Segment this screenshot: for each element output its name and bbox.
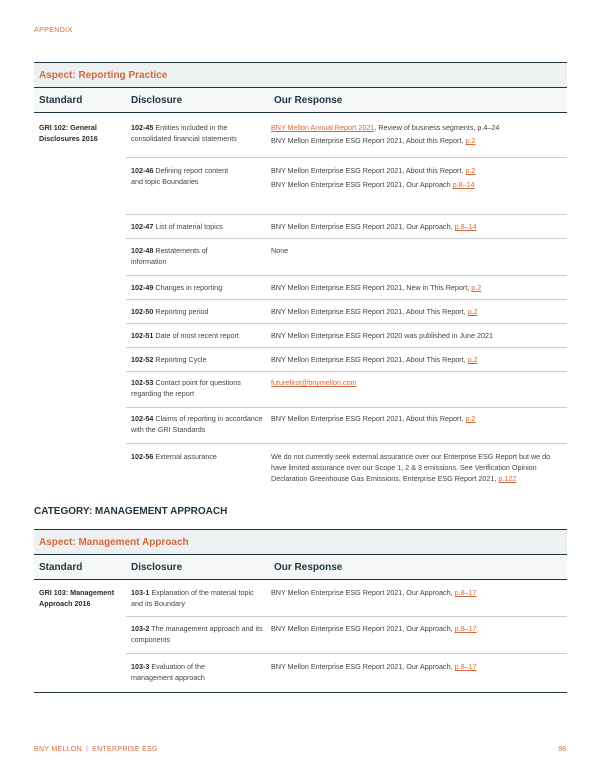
table-body: [34, 113, 567, 549]
management-approach-table: [34, 529, 567, 693]
col-response: Our Response: [274, 561, 343, 573]
page-number: 98: [558, 746, 566, 753]
page-link[interactable]: p.8–14: [454, 222, 477, 231]
category-heading: CATEGORY: MANAGEMENT APPROACH: [34, 506, 228, 517]
page-link[interactable]: p.8–14: [452, 180, 475, 189]
annual-report-link[interactable]: BNY Mellon Annual Report 2021: [271, 123, 375, 132]
table-row: 102-53 Contact point for questions regarding the report futurefirst@bnymellon.com: [126, 371, 567, 408]
standard-cell: GRI 103: Management Approach 2016: [39, 588, 115, 608]
page-link[interactable]: p.2: [467, 307, 478, 316]
page-link[interactable]: p.122: [498, 474, 517, 483]
col-standard: Standard: [39, 94, 83, 106]
table-row: 103-1 Explanation of the material topic and its Boundary BNY Mellon Enterprise ESG Report 2021, Our Approach, p.8–17: [126, 580, 567, 617]
column-header-row: [34, 87, 567, 113]
column-header-row: [34, 554, 567, 580]
col-response: Our Response: [274, 94, 343, 106]
table-row: 102-52 Reporting Cycle BNY Mellon Enterprise ESG Report 2021, About This Report, p.2: [126, 347, 567, 372]
table-body: [34, 580, 567, 693]
table-row: 103-2 The management approach and its components BNY Mellon Enterprise ESG Report 2021, Our Approach, p.8–17: [126, 616, 567, 654]
table-row: 102-51 Date of most recent report BNY Mellon Enterprise ESG Report 2020 was published in June 2021: [126, 323, 567, 348]
contact-email-link[interactable]: futurefirst@bnymellon.com: [271, 378, 357, 387]
reporting-practice-table: [34, 62, 567, 549]
page-link[interactable]: p.2: [467, 355, 478, 364]
table-row: 102-47 List of material topics BNY Mellon Enterprise ESG Report 2021, Our Approach, p.8–14: [126, 214, 567, 239]
appendix-label: APPENDIX: [34, 27, 73, 34]
aspect-title: Aspect: Management Approach: [34, 529, 567, 554]
page-link[interactable]: p.8–17: [454, 662, 477, 671]
table-row: 102-54 Claims of reporting in accordance with the GRI Standards BNY Mellon Enterprise ESG Report 2021, About this Report, p.2: [126, 407, 567, 444]
table-row: 103-3 Evaluation of the management approach BNY Mellon Enterprise ESG Report 2021, Our Approach, p.8–17: [131, 662, 477, 682]
table-row: 102-49 Changes in reporting BNY Mellon Enterprise ESG Report 2021, New in This Report, p.2: [126, 275, 567, 300]
page-link[interactable]: p.2: [465, 414, 476, 423]
standard-cell: GRI 102: General Disclosures 2016: [39, 123, 98, 143]
footer-brand: BNY MELLON | ENTERPRISE ESG: [34, 746, 158, 753]
col-standard: Standard: [39, 561, 83, 573]
page-link[interactable]: p.2: [471, 283, 482, 292]
aspect-title: Aspect: Reporting Practice: [34, 62, 567, 87]
page-link[interactable]: p.2: [465, 166, 476, 175]
page-link[interactable]: p.8–17: [454, 588, 477, 597]
col-disclosure: Disclosure: [131, 561, 183, 573]
table-row: 102-50 Reporting period BNY Mellon Enterprise ESG Report 2021, About This Report, p.2: [126, 299, 567, 324]
table-row: 102-48 Restatements of information None: [126, 238, 567, 276]
page-link[interactable]: p.8–17: [454, 624, 477, 633]
table-row: 102-45 Entities included in the consolidated financial statements BNY Mellon Annual Report 2021, Review of business segments, p.4–24 BNY Mellon Enterprise ESG Report 2021, About this Report, p.2: [126, 113, 567, 158]
col-disclosure: Disclosure: [131, 94, 183, 106]
table-row: 102-56 External assurance We do not currently seek external assurance over our Enterprise ESG Report but we do have limited assurance over our Scope 1, 2 & 3 emissions. See Verification Opinion Declaration Greenhouse Gas Emissions, Enterprise ESG Report 2021, p.122: [131, 452, 551, 483]
table-row: 102-46 Defining report content and topic Boundaries BNY Mellon Enterprise ESG Report 2021, About this Report, p.2 BNY Mellon Enterprise ESG Report 2021, Our Approach p.8–14: [126, 157, 567, 215]
page-link[interactable]: p.2: [465, 136, 476, 145]
